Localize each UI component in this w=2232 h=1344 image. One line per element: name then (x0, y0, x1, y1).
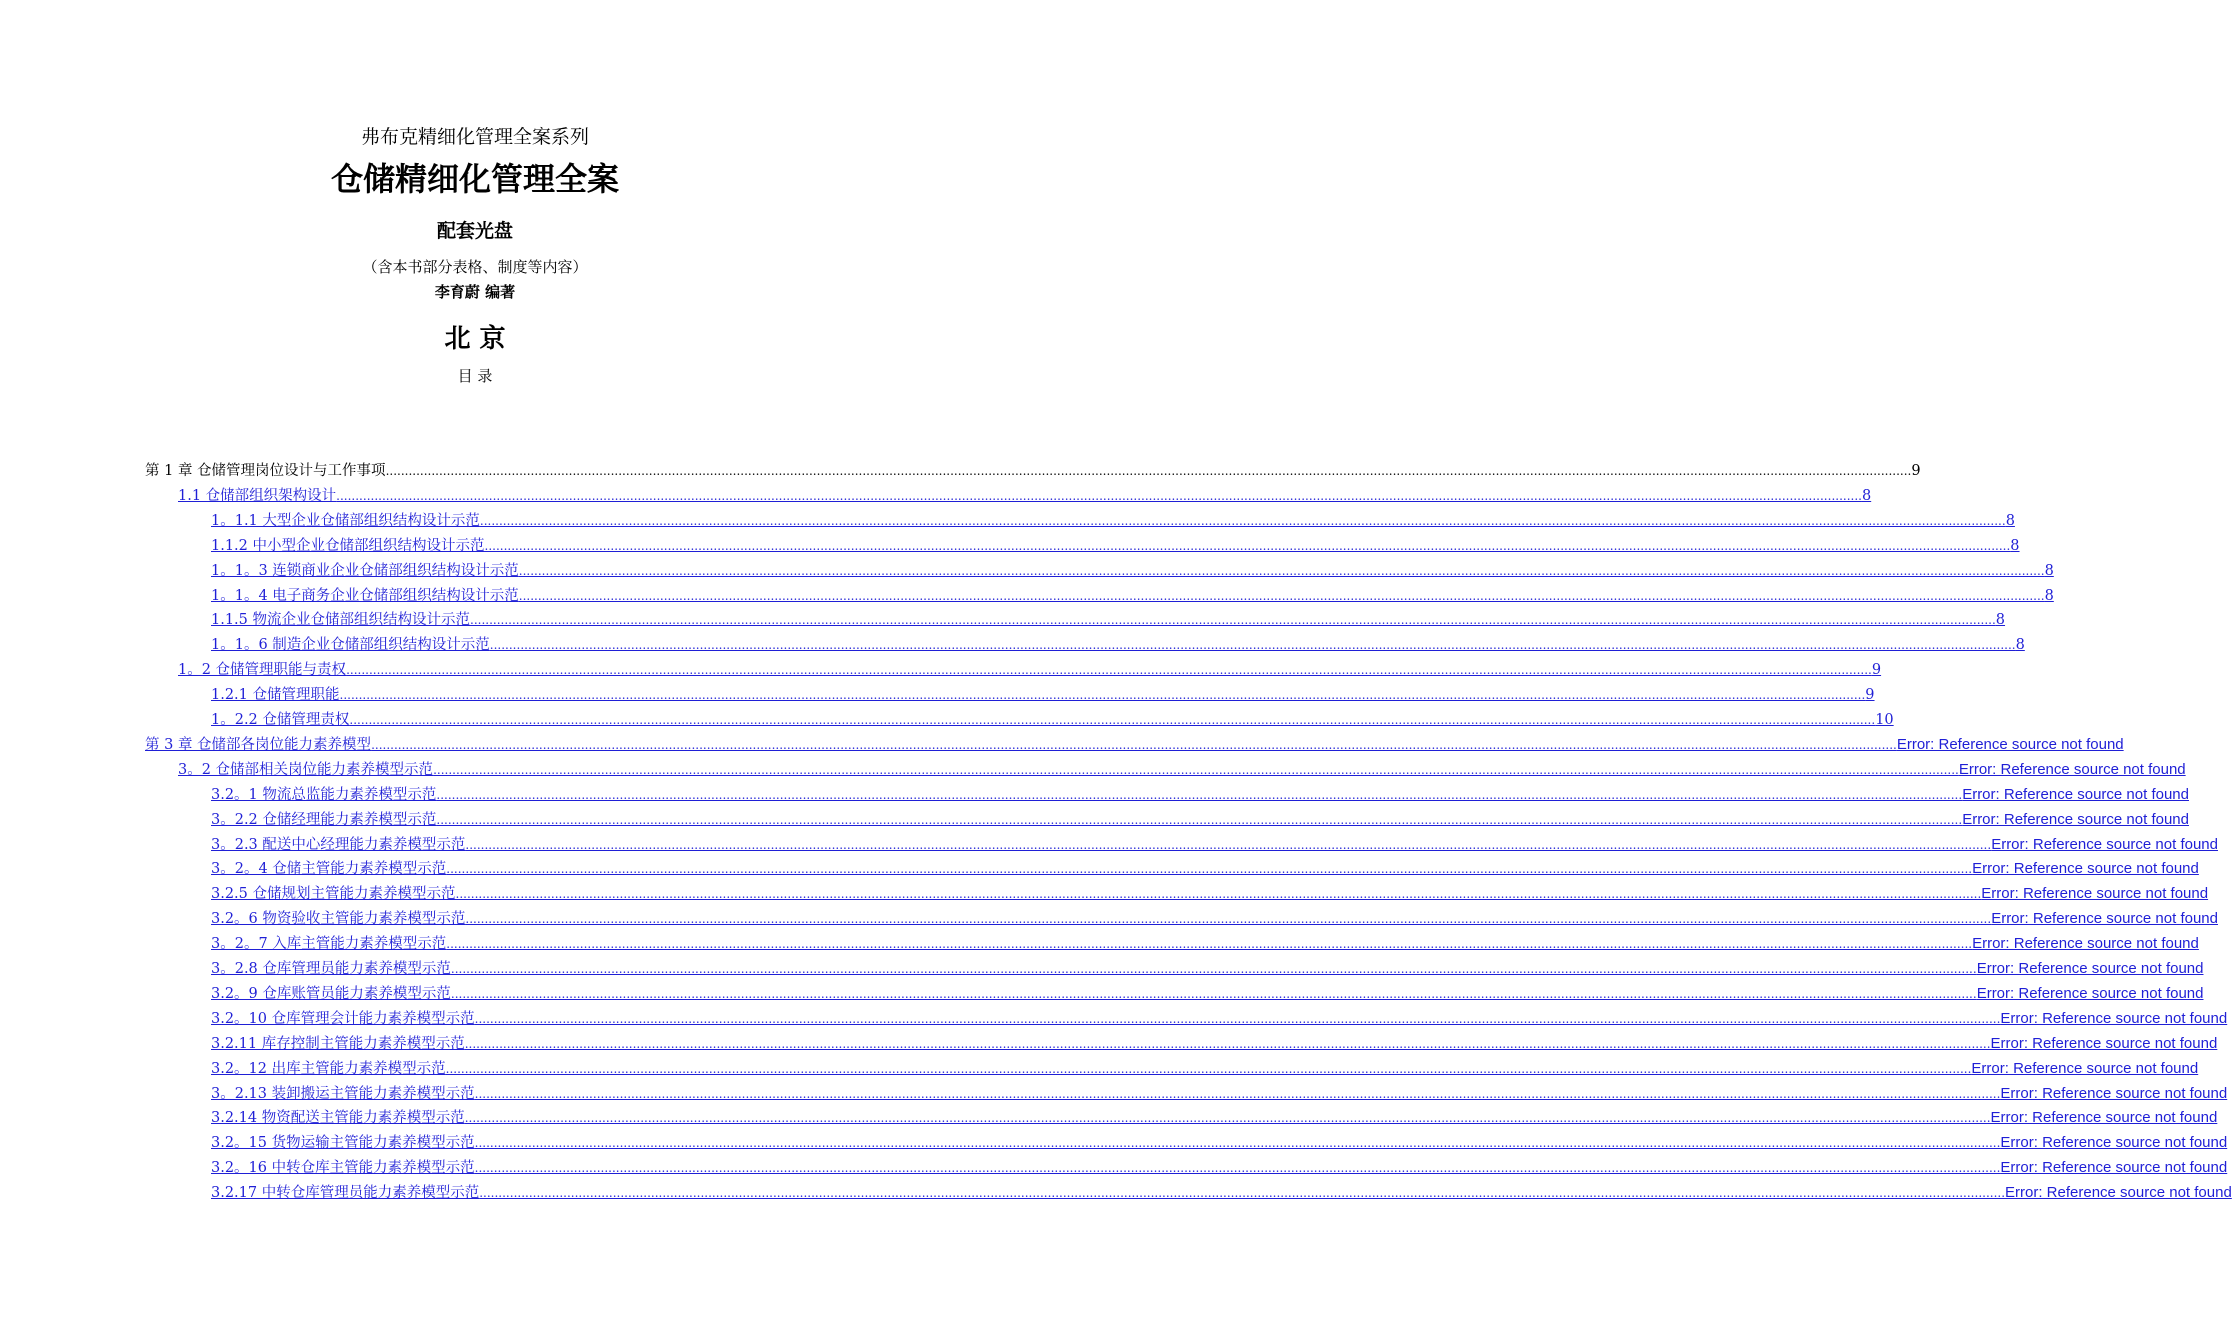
toc-entry[interactable] (211, 1008, 2228, 1030)
publication-city: 北 京 (444, 324, 506, 354)
toc-entry-label: 1。2 仓储管理职能与责权 (178, 662, 347, 679)
toc-leader-dots: ................................................................................................................................................................................................................................................................................................................................................................................................................ (446, 862, 1973, 877)
toc-entry[interactable] (211, 535, 2020, 557)
toc-entry-label: 1.1 仓储部组织架构设计 (178, 487, 337, 504)
toc-entry-page: Error: Reference source not found (2005, 1184, 2232, 1202)
toc-entry-page: 8 (1995, 612, 2006, 629)
toc-entry[interactable] (211, 1083, 2228, 1105)
toc-entry-page: Error: Reference source not found (1958, 760, 2186, 778)
toc-entry[interactable] (211, 510, 2015, 532)
toc-entry-page: Error: Reference source not found (1962, 810, 2189, 828)
toc-entry[interactable] (211, 1033, 2218, 1055)
toc-entry-page: Error: Reference source not found (1990, 1034, 2218, 1052)
toc-leader-dots: ................................................................................................................................................................................................................................................................................................................................................................................................................ (385, 464, 1912, 478)
toc-entry-label: 3.2.5 仓储规划主管能力素养模型示范 (211, 886, 456, 903)
toc-entry-label: 3.2.14 物资配送主管能力素养模型示范 (211, 1110, 465, 1127)
toc-leader-dots: ................................................................................................................................................................................................................................................................................................................................................................................................................ (484, 538, 2011, 553)
book-title: 仓储精细化管理全案 (330, 160, 619, 198)
toc-entry-label: 3。2.2 仓储经理能力素养模型示范 (211, 811, 437, 828)
toc-entry[interactable] (211, 1058, 2199, 1080)
toc-entry-page: Error: Reference source not found (1972, 935, 2199, 953)
toc-entry[interactable] (211, 1107, 2218, 1129)
toc-leader-dots: ................................................................................................................................................................................................................................................................................................................................................................................................................ (474, 1161, 2001, 1176)
toc-leader-dots: ................................................................................................................................................................................................................................................................................................................................................................................................................ (455, 887, 1982, 902)
toc-entry[interactable] (211, 908, 2218, 930)
toc-leader-dots: ................................................................................................................................................................................................................................................................................................................................................................................................................ (436, 787, 1963, 802)
toc-leader-dots: ................................................................................................................................................................................................................................................................................................................................................................................................................ (464, 1111, 1991, 1126)
toc-leader-dots: ................................................................................................................................................................................................................................................................................................................................................................................................................ (489, 638, 2016, 653)
toc-entry[interactable] (211, 1182, 2232, 1204)
toc-leader-dots: ................................................................................................................................................................................................................................................................................................................................................................................................................ (450, 986, 1977, 1001)
contents-note: （含本书部分表格、制度等内容） (362, 258, 588, 276)
toc-entry[interactable] (211, 834, 2218, 856)
toc-leader-dots: ................................................................................................................................................................................................................................................................................................................................................................................................................ (346, 663, 1872, 678)
toc-entry-page: Error: Reference source not found (1990, 1109, 2218, 1127)
toc-entry-page: 8 (2015, 637, 2025, 654)
toc-entry-label: 3。2.13 装卸搬运主管能力素养模型示范 (211, 1085, 475, 1102)
toc-leader-dots: ................................................................................................................................................................................................................................................................................................................................................................................................................ (445, 1061, 1972, 1076)
toc-entry-label: 1。1。6 制造企业仓储部组织结构设计示范 (211, 637, 490, 654)
toc-entry-page: 10 (1875, 712, 1894, 728)
toc-entry-label: 3.2.17 中转仓库管理员能力素养模型示范 (211, 1185, 480, 1202)
toc-leader-dots: ................................................................................................................................................................................................................................................................................................................................................................................................................ (464, 1036, 1991, 1051)
toc-entry (145, 460, 1921, 482)
toc-entry-label: 3。2.3 配送中心经理能力素养模型示范 (211, 836, 466, 853)
toc-entry[interactable] (145, 734, 2124, 756)
toc-entry-label: 3.2。1 物流总监能力素养模型示范 (211, 786, 437, 803)
toc-entry-page: 9 (1871, 662, 1882, 679)
toc-leader-dots: ................................................................................................................................................................................................................................................................................................................................................................................................................ (474, 1086, 2001, 1101)
toc-leader-dots: ................................................................................................................................................................................................................................................................................................................................................................................................................ (465, 912, 1992, 927)
toc-entry-page: 8 (2044, 587, 2054, 604)
toc-entry[interactable] (211, 609, 2006, 631)
toc-entry-label: 1.1.2 中小型企业仓储部组织结构设计示范 (211, 537, 485, 554)
toc-entry[interactable] (211, 684, 1875, 706)
series-title: 弗布克精细化管理全案系列 (360, 126, 589, 148)
toc-entry-page: Error: Reference source not found (1962, 785, 2189, 803)
toc-entry[interactable] (211, 1157, 2228, 1179)
toc-entry[interactable] (211, 560, 2054, 582)
toc-entry-page: Error: Reference source not found (1971, 1059, 2199, 1077)
toc-entry-label: 3.2。15 货物运输主管能力素养模型示范 (211, 1135, 475, 1152)
toc-entry[interactable] (211, 858, 2199, 880)
toc-entry-page: 9 (1865, 687, 1875, 704)
toc-entry-label: 3。2。4 仓储主管能力素养模型示范 (211, 861, 447, 878)
toc-leader-dots: ................................................................................................................................................................................................................................................................................................................................................................................................................ (371, 737, 1897, 752)
toc-entry[interactable] (178, 485, 1872, 507)
toc-leader-dots: ................................................................................................................................................................................................................................................................................................................................................................................................................ (436, 812, 1963, 827)
toc-entry-page: 8 (2044, 562, 2054, 579)
toc-entry[interactable] (211, 809, 2189, 831)
toc-entry[interactable] (178, 659, 1882, 681)
toc-entry[interactable] (211, 958, 2204, 980)
toc-entry-label: 第 1 章 仓储管理岗位设计与工作事项 (145, 463, 386, 479)
toc-entry-page: Error: Reference source not found (2000, 1159, 2228, 1177)
toc-entry-label: 第 3 章 仓储部各岗位能力素养模型 (145, 736, 372, 753)
toc-entry-label: 1。2.2 仓储管理责权 (211, 712, 350, 728)
toc-entry-label: 3.2。16 中转仓库主管能力素养模型示范 (211, 1160, 475, 1177)
toc-entry[interactable] (211, 784, 2189, 806)
toc-entry-page: 9 (1911, 463, 1921, 479)
toc-entry[interactable] (211, 634, 2025, 656)
toc-entry-page: 8 (2005, 512, 2015, 529)
toc-leader-dots: ................................................................................................................................................................................................................................................................................................................................................................................................................ (474, 1136, 2001, 1151)
toc-entry[interactable] (211, 585, 2054, 607)
toc-entry-label: 3。2 仓储部相关岗位能力素养模型示范 (178, 761, 434, 778)
toc-leader-dots: ................................................................................................................................................................................................................................................................................................................................................................................................................ (339, 688, 1866, 703)
toc-entry-page: Error: Reference source not found (1976, 960, 2204, 977)
toc-entry-page: 8 (1861, 487, 1872, 504)
toc-entry-page: 8 (2010, 537, 2020, 554)
toc-leader-dots: ................................................................................................................................................................................................................................................................................................................................................................................................................ (474, 1011, 2001, 1026)
toc-leader-dots: ................................................................................................................................................................................................................................................................................................................................................................................................................ (450, 962, 1977, 976)
toc-entry-label: 3.2。6 物资验收主管能力素养模型示范 (211, 911, 466, 928)
toc-entry-label: 3.2。12 出库主管能力素养模型示范 (211, 1060, 446, 1077)
toc-entry-page: Error: Reference source not found (1981, 885, 2209, 903)
toc-entry-page: Error: Reference source not found (1976, 984, 2204, 1002)
toc-leader-dots: ................................................................................................................................................................................................................................................................................................................................................................................................................ (518, 563, 2045, 578)
toc-entry-page: Error: Reference source not found (1896, 735, 2124, 753)
toc-heading: 目 录 (457, 367, 493, 385)
toc-entry-page: Error: Reference source not found (1991, 835, 2218, 853)
toc-entry-label: 3.2。9 仓库账管员能力素养模型示范 (211, 985, 451, 1002)
toc-leader-dots: ................................................................................................................................................................................................................................................................................................................................................................................................................ (446, 937, 1973, 952)
toc-entry[interactable] (211, 883, 2209, 905)
toc-entry[interactable] (211, 983, 2204, 1005)
author-line: 李育蔚 编著 (434, 283, 516, 301)
toc-entry-label: 3.2。10 仓库管理会计能力素养模型示范 (211, 1010, 475, 1027)
toc-leader-dots: ................................................................................................................................................................................................................................................................................................................................................................................................................ (479, 513, 2006, 528)
toc-entry[interactable] (211, 933, 2199, 955)
toc-entry[interactable] (211, 709, 1894, 731)
toc-entry-page: Error: Reference source not found (1972, 860, 2199, 878)
toc-entry-label: 1.2.1 仓储管理职能 (211, 687, 340, 704)
toc-entry-page: Error: Reference source not found (2000, 1134, 2228, 1152)
toc-entry-label: 1。1。3 连锁商业企业仓储部组织结构设计示范 (211, 562, 519, 579)
toc-entry-page: Error: Reference source not found (2000, 1009, 2228, 1027)
toc-entry-label: 1.1.5 物流企业仓储部组织结构设计示范 (211, 612, 471, 629)
toc-leader-dots: ................................................................................................................................................................................................................................................................................................................................................................................................................ (470, 613, 1996, 628)
subtitle: 配套光盘 (436, 220, 513, 242)
toc-entry-label: 3.2.11 库存控制主管能力素养模型示范 (211, 1035, 465, 1052)
toc-leader-dots: ................................................................................................................................................................................................................................................................................................................................................................................................................ (465, 837, 1992, 852)
toc-entry-label: 1。1.1 大型企业仓储部组织结构设计示范 (211, 512, 480, 529)
toc-entry-page: Error: Reference source not found (2000, 1084, 2228, 1102)
toc-entry-label: 3。2.8 仓库管理员能力素养模型示范 (211, 961, 451, 977)
toc-leader-dots: ................................................................................................................................................................................................................................................................................................................................................................................................................ (479, 1186, 2006, 1201)
toc-entry[interactable] (178, 759, 2186, 781)
toc-entry-label: 3。2。7 入库主管能力素养模型示范 (211, 936, 447, 953)
toc-leader-dots: ................................................................................................................................................................................................................................................................................................................................................................................................................ (336, 488, 1862, 503)
toc-leader-dots: ................................................................................................................................................................................................................................................................................................................................................................................................................ (433, 762, 1959, 777)
toc-leader-dots: ................................................................................................................................................................................................................................................................................................................................................................................................................ (518, 588, 2045, 603)
toc-leader-dots: ................................................................................................................................................................................................................................................................................................................................................................................................................ (349, 713, 1876, 727)
toc-entry-label: 1。1。4 电子商务企业仓储部组织结构设计示范 (211, 587, 519, 604)
toc-entry[interactable] (211, 1132, 2228, 1154)
toc-entry-page: Error: Reference source not found (1991, 910, 2218, 928)
